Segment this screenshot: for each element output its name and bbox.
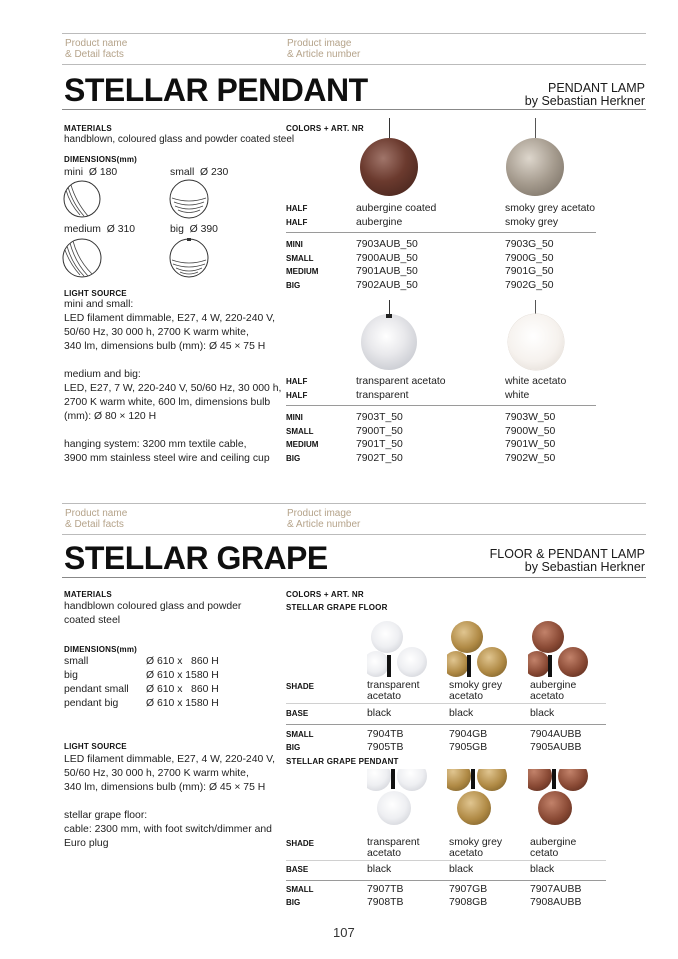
dim-row: small Ø 610 x 860 H: [64, 656, 219, 667]
size-big: big Ø 390: [170, 224, 218, 235]
materials-text: handblown, coloured glass and powder coated steel: [64, 134, 295, 145]
grape-dimensions-list: [64, 655, 219, 711]
light-source-text: mini and small: LED filament dimmable, E27, 4 W, 220-240 V, 50/60 Hz, 30 000 h, 2700 K warm white, 340 lm, dimensions bulb (mm): Ø 45 × 75 H medium and big: LED, E27, 7 W, 220-240 V, 50/60 Hz, 30 000 h, 2700 K warm white, 600 lm, dimensions bulb (mm): Ø 80 × 120 H hanging system: 3200 mm textile cable, 3900 mm stainless steel wire and ceiling cup: [64, 299, 282, 464]
dim-row: pendant small Ø 610 x 860 H: [64, 684, 219, 695]
header-right: Product image & Article number: [287, 38, 361, 60]
dim-row: pendant big Ø 610 x 1580 H: [64, 698, 219, 709]
aubergine-pendant-photo: [360, 138, 418, 196]
white-pendant-photo: [508, 314, 564, 370]
transparent-pendant-photo: [361, 314, 417, 370]
grape-subtitle: FLOOR & PENDANT LAMP by Sebastian Herkner: [489, 547, 645, 574]
mini-sketch-icon: [60, 178, 104, 220]
grape-pendant-label: STELLAR GRAPE PENDANT: [286, 757, 399, 766]
grape-dimensions-label: DIMENSIONS(mm): [64, 645, 138, 654]
floor-transparent-photo: [367, 617, 427, 677]
page-title-pendant: STELLAR PENDANT: [64, 72, 368, 108]
size-small: small Ø 230: [170, 167, 229, 178]
floor-smoky-photo: [447, 617, 507, 677]
size-mini: mini Ø 180: [64, 167, 118, 178]
big-sketch-icon: [166, 236, 212, 280]
grape-pendant-transparent-photo: [367, 769, 427, 829]
size-medium: medium Ø 310: [64, 224, 136, 235]
grape-light-text: LED filament dimmable, E27, 4 W, 220-240 V, 50/60 Hz, 30 000 h, 2700 K warm white, 340 lm, dimensions bulb (mm): Ø 45 × 75 H stellar grape floor: cable: 2300 mm, with foot switch/dimmer and Euro plug: [64, 754, 276, 849]
pendant-subtitle: PENDANT LAMP by Sebastian Herkner: [524, 81, 645, 108]
light-source-label: LIGHT SOURCE: [64, 289, 127, 298]
grape-light-label: LIGHT SOURCE: [64, 742, 127, 751]
header-left-2: Product name & Detail facts: [65, 508, 128, 530]
grape-materials-label: MATERIALS: [64, 590, 112, 599]
floor-aubergine-photo: [528, 617, 588, 677]
colors-label: COLORS + ART. NR: [286, 124, 364, 133]
page-number: 107: [333, 925, 355, 940]
smoky-grey-pendant-photo: [506, 138, 564, 196]
grape-materials-text: handblown coloured glass and powder coated steel: [64, 601, 242, 626]
dim-row: big Ø 610 x 1580 H: [64, 670, 219, 681]
grape-pendant-smoky-photo: [447, 769, 507, 829]
header-left: Product name & Detail facts: [65, 38, 128, 60]
medium-sketch-icon: [60, 236, 104, 280]
small-sketch-icon: [166, 178, 212, 220]
grape-pendant-aubergine-photo: [528, 769, 588, 829]
grape-floor-label: STELLAR GRAPE FLOOR: [286, 603, 388, 612]
page-title-grape: STELLAR GRAPE: [64, 540, 328, 576]
grape-colors-label: COLORS + ART. NR: [286, 590, 364, 599]
header-right-2: Product image & Article number: [287, 508, 361, 530]
materials-label: MATERIALS: [64, 124, 112, 133]
dimensions-label: DIMENSIONS(mm): [64, 155, 138, 164]
